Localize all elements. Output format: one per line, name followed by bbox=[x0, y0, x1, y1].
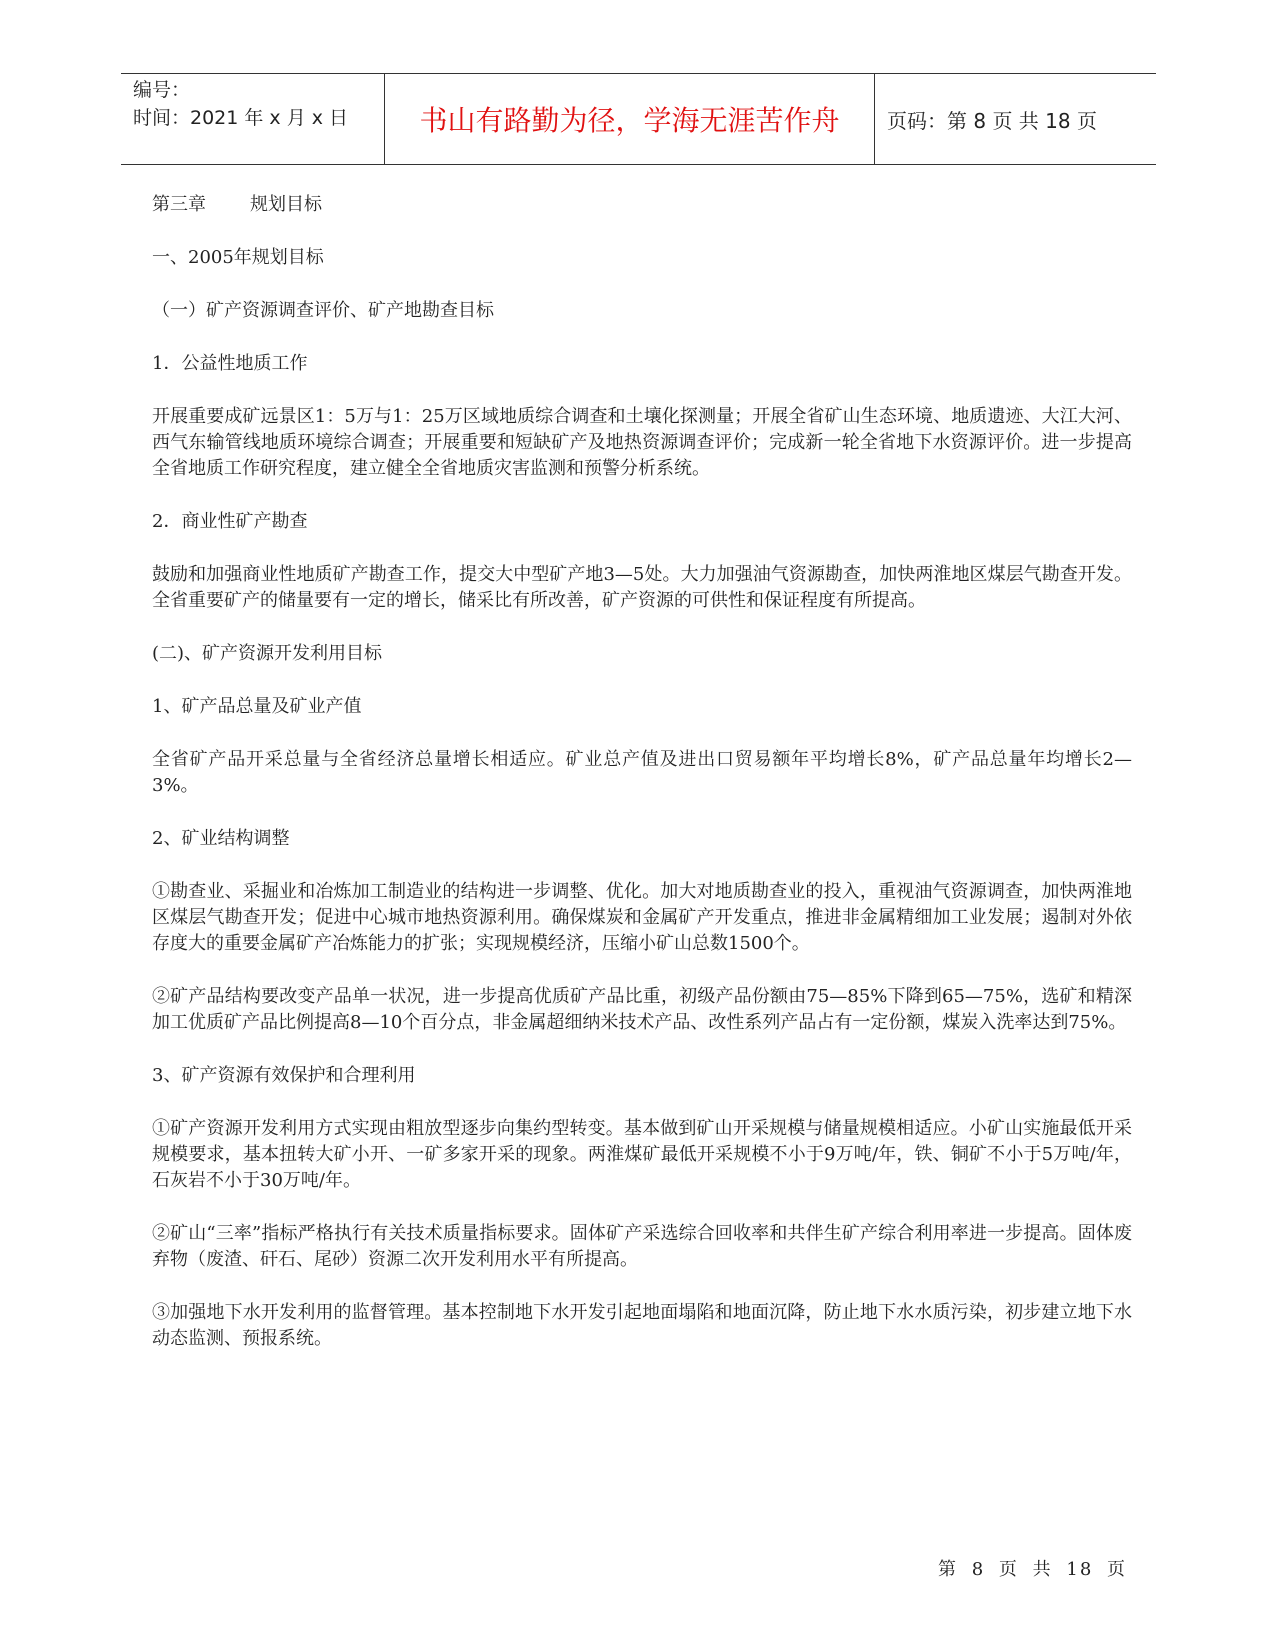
document-time-label: 时间：2021 年 x 月 x 日 bbox=[133, 107, 349, 129]
subsection-heading: (二)、矿产资源开发利用目标 bbox=[152, 643, 383, 664]
item-heading: 2、矿业结构调整 bbox=[152, 828, 290, 849]
body-paragraph: 全省矿产品开采总量与全省经济总量增长相适应。矿业总产值及进出口贸易额年平均增长8%，矿产品总量年均增长2—3%。 bbox=[152, 749, 1132, 796]
page-header bbox=[121, 73, 1156, 165]
item-heading: 2．商业性矿产勘查 bbox=[152, 511, 308, 532]
item-heading: 1、矿产品总量及矿业产值 bbox=[152, 696, 362, 717]
chapter-number: 第三章 bbox=[152, 194, 206, 215]
chapter-title: 规划目标 bbox=[250, 194, 322, 215]
item-heading: 3、矿产资源有效保护和合理利用 bbox=[152, 1065, 416, 1086]
document-number-label: 编号： bbox=[133, 79, 191, 101]
subsection-heading: （一）矿产资源调查评价、矿产地勘查目标 bbox=[152, 300, 494, 321]
body-paragraph: ①矿产资源开发利用方式实现由粗放型逐步向集约型转变。基本做到矿山开采规模与储量规模相适应。小矿山实施最低开采规模要求，基本扭转大矿小开、一矿多家开采的现象。两淮煤矿最低开采规模不小于9万吨/年，铁、铜矿不小于5万吨/年，石灰岩不小于30万吨/年。 bbox=[152, 1118, 1132, 1191]
document-body bbox=[152, 192, 1132, 1379]
body-paragraph: ②矿山“三率”指标严格执行有关技术质量指标要求。固体矿产采选综合回收率和共伴生矿产综合利用率进一步提高。固体废弃物（废渣、矸石、尾砂）资源二次开发利用水平有所提高。 bbox=[152, 1223, 1132, 1270]
section-heading: 一、2005年规划目标 bbox=[152, 247, 324, 268]
header-motto-cell bbox=[385, 74, 875, 164]
header-meta-cell bbox=[121, 74, 385, 164]
body-paragraph: ②矿产品结构要改变产品单一状况，进一步提高优质矿产品比重，初级产品份额由75—85%下降到65—75%，选矿和精深加工优质矿产品比例提高8—10个百分点，非金属超细纳米技术产品、改性系列产品占有一定份额，煤炭入洗率达到75%。 bbox=[152, 986, 1132, 1033]
header-page-code: 页码：第 8 页 共 18 页 bbox=[887, 108, 1097, 133]
header-page-cell bbox=[875, 74, 1156, 164]
item-heading: 1．公益性地质工作 bbox=[152, 353, 308, 374]
body-paragraph: 开展重要成矿远景区1：5万与1：25万区域地质综合调查和土壤化探测量；开展全省矿山生态环境、地质遗迹、大江大河、西气东输管线地质环境综合调查；开展重要和短缺矿产及地热资源调查评价；完成新一轮全省地下水资源评价。进一步提高全省地质工作研究程度，建立健全全省地质灾害监测和预警分析系统。 bbox=[152, 406, 1132, 479]
header-motto: 书山有路勤为径，学海无涯苦作舟 bbox=[419, 104, 840, 137]
body-paragraph: ③加强地下水开发利用的监督管理。基本控制地下水开发引起地面塌陷和地面沉降，防止地下水水质污染，初步建立地下水动态监测、预报系统。 bbox=[152, 1302, 1132, 1349]
body-paragraph: ①勘查业、采掘业和冶炼加工制造业的结构进一步调整、优化。加大对地质勘查业的投入，重视油气资源调查，加快两淮地区煤层气勘查开发；促进中心城市地热资源利用。确保煤炭和金属矿产开发重点，推进非金属精细加工业发展；遏制对外依存度大的重要金属矿产冶炼能力的扩张；实现规模经济，压缩小矿山总数1500个。 bbox=[152, 881, 1132, 954]
chapter-heading bbox=[152, 192, 1132, 218]
page-footer: 第 8 页 共 18 页 bbox=[938, 1559, 1127, 1580]
body-paragraph: 鼓励和加强商业性地质矿产勘查工作，提交大中型矿产地3—5处。大力加强油气资源勘查，加快两淮地区煤层气勘查开发。全省重要矿产的储量要有一定的增长，储采比有所改善，矿产资源的可供性和保证程度有所提高。 bbox=[152, 564, 1132, 611]
